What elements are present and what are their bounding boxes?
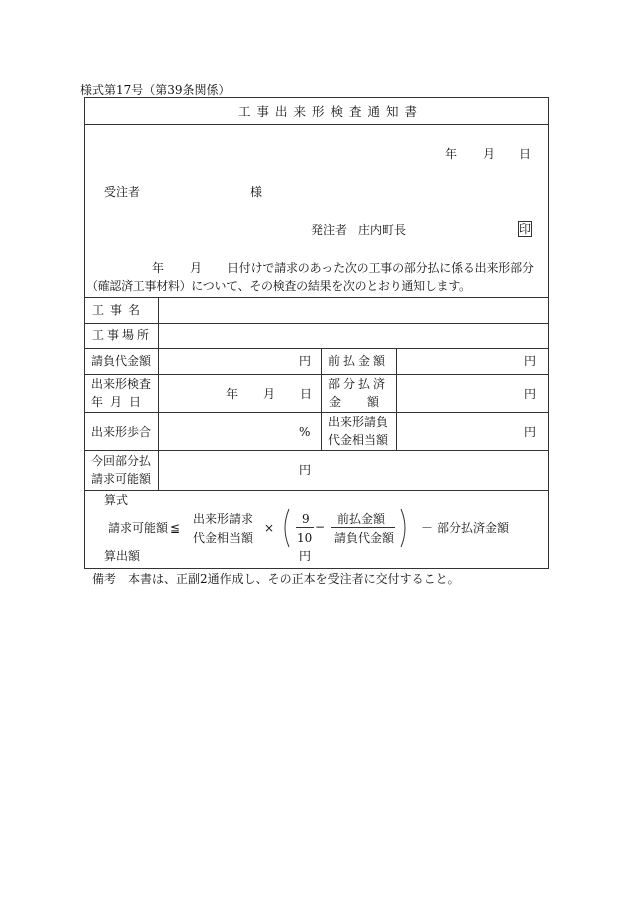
formula-minus-2: － [421,521,434,535]
body-line-2: （確認済工事材料）について、その検査の結果を次のとおり通知します。 [86,279,471,293]
table-line [84,374,549,375]
body-month: 月 [190,261,203,275]
unit-yen: 円 [299,354,312,368]
formula-term1-line2: 代金相当額 [193,531,254,545]
row-label-work-name: 工事名 [92,303,147,317]
table-line [84,297,549,298]
form-frame [84,97,549,569]
unit-yen: 円 [299,463,312,477]
fraction-bar [296,527,314,528]
calc-label: 算出額 [104,549,141,563]
unit-yen: 円 [524,387,537,401]
row-label-advance-payment: 前払金額 [328,354,389,368]
date-year: 年 [445,147,458,161]
fraction-advance-payment: 前払金額 [337,512,386,526]
issuer-label: 発注者 [311,223,348,237]
recipient-label: 受注者 [104,185,141,199]
formula-minus: − [315,520,326,534]
row-label-corresponding-2: 代金相当額 [328,433,389,447]
table-line [84,412,549,413]
recipient-honorific: 様 [250,185,263,199]
title-divider [84,124,549,125]
table-line [84,348,549,349]
row-label-corresponding-1: 出来形請負 [328,415,389,429]
row-label-inspection-date-2: 年月日 [91,395,149,409]
row-label-partial-paid-2: 金額 [329,395,406,409]
form-title: 工事出来形検査通知書 [238,104,424,119]
issuer-name: 庄内町長 [358,223,407,237]
seal-mark: 印 [519,222,532,236]
unit-year: 年 [226,387,239,401]
left-paren-icon [280,508,290,548]
row-label-progress-rate: 出来形歩合 [91,425,152,439]
unit-month: 月 [263,387,276,401]
table-line [84,450,549,451]
row-label-claimable-1: 今回部分払 [91,454,152,468]
row-label-work-place: 工事場所 [92,328,153,342]
formula-lhs: 請求可能額 [108,521,169,535]
calc-unit-yen: 円 [299,549,312,563]
formula-times: × [264,521,275,535]
row-label-claimable-2: 請求可能額 [91,472,152,486]
formula-leq: ≦ [170,521,181,535]
body-year: 年 [152,261,165,275]
table-line [84,323,549,324]
body-line-1: 日付けで請求のあった次の工事の部分払に係る出来形部分 [227,261,534,275]
unit-yen: 円 [524,354,537,368]
row-label-contract-amount: 請負代金額 [91,354,152,368]
table-line [321,348,322,450]
date-day: 日 [519,147,532,161]
fraction-denominator: 10 [297,531,313,545]
row-label-partial-paid-1: 部分払済 [328,377,389,391]
unit-percent: % [299,425,311,439]
table-line [84,490,549,491]
date-month: 月 [483,147,496,161]
formula-heading: 算式 [104,493,129,507]
formula-term1-line1: 出来形請求 [193,512,254,526]
table-line [158,297,159,490]
formula-tail: 部分払済金額 [437,521,510,535]
note-text: 備考 本書は、正副2通作成し、その正本を受注者に交付すること。 [92,572,460,586]
fraction-numerator: 9 [302,512,310,526]
form-number-label: 様式第17号（第39条関係） [80,83,231,97]
row-label-inspection-date-1: 出来形検査 [91,377,152,391]
unit-day: 日 [300,387,313,401]
right-paren-icon [400,508,410,548]
fraction-bar [331,527,395,528]
fraction-contract-amount: 請負代金額 [334,531,395,545]
unit-yen: 円 [524,425,537,439]
